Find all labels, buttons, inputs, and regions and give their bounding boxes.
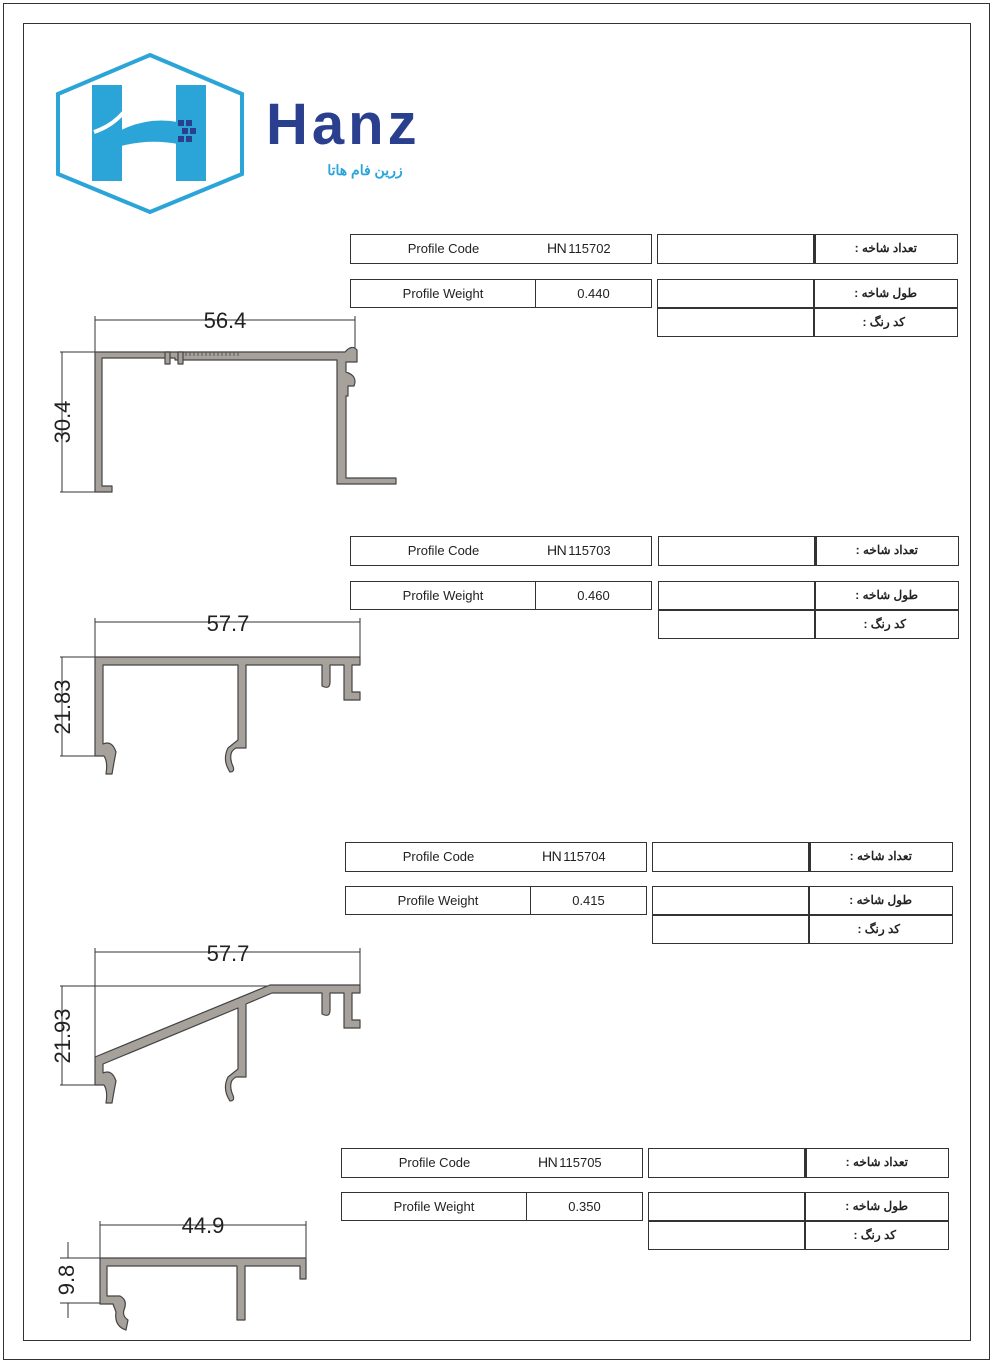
color-code-label: کد رنگ : (857, 922, 900, 936)
profile-drawing-1 (50, 308, 396, 492)
profile-weight-value: 0.350 (568, 1199, 601, 1214)
profile-weight-value: 0.460 (577, 588, 610, 603)
profile-weight-value: 0.415 (572, 893, 605, 908)
profile-drawing-3 (50, 941, 360, 1103)
profile-drawing-4 (54, 1213, 306, 1330)
profile-height-label: 21.93 (50, 1008, 75, 1064)
branch-length-label: طول شاخه : (845, 1199, 908, 1213)
profile-code-label: Profile Code (402, 849, 475, 864)
profile-height-label: 30.4 (50, 400, 75, 444)
branch-length-label: طول شاخه : (855, 588, 918, 602)
profile-code-value: HN 115703 (547, 542, 611, 558)
branch-count-label: تعداد شاخه : (845, 1155, 908, 1169)
profile-width-label: 56.4 (203, 308, 247, 333)
profile-code-label: Profile Code (398, 1155, 471, 1170)
profile-height-label: 21.83 (50, 679, 75, 735)
profile-height-label: 9.8 (54, 1264, 79, 1296)
profile-width-label: 44.9 (181, 1213, 225, 1238)
profile-width-label: 57.7 (206, 611, 250, 636)
color-code-label: کد رنگ : (863, 617, 906, 631)
profile-drawing-2 (50, 611, 360, 774)
color-code-label: کد رنگ : (862, 315, 905, 329)
profile-code-label: Profile Code (407, 241, 480, 256)
branch-length-label: طول شاخه : (854, 286, 917, 300)
brand-subtitle: زرین فام هاتا (327, 162, 403, 178)
profile-weight-label: Profile Weight (351, 280, 536, 307)
profile-weight-label: Profile Weight (346, 887, 531, 914)
profile-code-value: HN 115704 (542, 848, 606, 864)
branch-length-label: طول شاخه : (849, 893, 912, 907)
profile-weight-label: Profile Weight (351, 582, 536, 609)
branch-count-label: تعداد شاخه : (849, 849, 912, 863)
profile-weight-label: Profile Weight (342, 1193, 527, 1220)
brand-name: Hanz (266, 92, 421, 157)
branch-count-label: تعداد شاخه : (855, 543, 918, 557)
color-code-label: کد رنگ : (853, 1228, 896, 1242)
branch-count-label: تعداد شاخه : (854, 241, 917, 255)
profile-width-label: 57.7 (206, 941, 250, 966)
profile-code-value: HN 115705 (538, 1154, 602, 1170)
profile-code-label: Profile Code (407, 543, 480, 558)
profile-code-value: HN 115702 (547, 240, 611, 256)
profile-weight-value: 0.440 (577, 286, 610, 301)
